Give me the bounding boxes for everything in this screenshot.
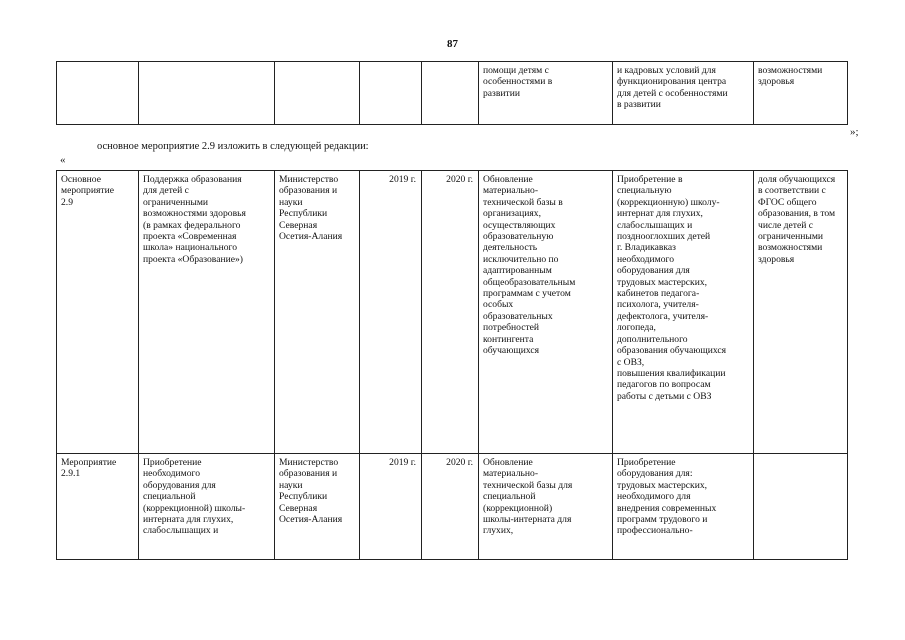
table-cell: Приобретение оборудования для: трудовых мастерских, необходимого для внедрения современных программ трудового и профессионально-	[613, 454, 754, 560]
table-cell	[139, 62, 275, 125]
table-cell: Мероприятие 2.9.1	[57, 454, 139, 560]
table-row	[57, 454, 848, 560]
table-row	[57, 171, 848, 454]
table-cell	[275, 62, 360, 125]
table-cell	[360, 62, 422, 125]
table-cell: 2020 г.	[422, 171, 479, 454]
table-cell: и кадровых условий для функционирования центра для детей с особенностями в развитии	[613, 62, 754, 125]
opening-quote-mark: «	[60, 154, 66, 166]
closing-quote-mark: »;	[850, 126, 859, 138]
table-cell: Приобретение необходимого оборудования для специальной (коррекционной) школы- интерната для глухих, слабослышащих и	[139, 454, 275, 560]
table-cell: помощи детям с особенностями в развитии	[479, 62, 613, 125]
table-row	[57, 62, 848, 125]
table-cell	[57, 62, 139, 125]
table-cell: Министерство образования и науки Республики Северная Осетия-Алания	[275, 454, 360, 560]
intro-text: основное мероприятие 2.9 изложить в следующей редакции:	[97, 141, 369, 152]
table-cell: Министерство образования и науки Республики Северная Осетия-Алания	[275, 171, 360, 454]
table-cell: Обновление материально- технической базы в организациях, осуществляющих образовательную деятельность исключительно по адаптированным общеобразовательным программам с учетом особых образовательных потребностей контингента обучающихся	[479, 171, 613, 454]
table-cell: Поддержка образования для детей с ограниченными возможностями здоровья (в рамках федерального проекта «Современная школа» национального проекта «Образование»)	[139, 171, 275, 454]
table-cell: Обновление материально- технической базы для специальной (коррекционной) школы-интерната для глухих,	[479, 454, 613, 560]
table-cell	[754, 454, 848, 560]
table-cell: 2019 г.	[360, 171, 422, 454]
main-table	[56, 170, 848, 560]
table-cell: 2019 г.	[360, 454, 422, 560]
table-cell: возможностями здоровья	[754, 62, 848, 125]
page-number: 87	[447, 38, 458, 50]
table-cell: Приобретение в специальную (коррекционную) школу- интернат для глухих, слабослышащих и позднооглохших детей г. Владикавказ необходимого оборудования для трудовых мастерских, кабинетов педагога- психолога, учителя- дефектолога, учителя- логопеда, дополнительного образования обучающихся с ОВЗ, повышения квалификации педагогов по вопросам работы с детьми с ОВЗ	[613, 171, 754, 454]
table-cell: Основное мероприятие 2.9	[57, 171, 139, 454]
top-table-fragment	[56, 61, 848, 125]
table-cell: доля обучающихся в соответствии с ФГОС общего образования, в том числе детей с ограниченными возможностями здоровья	[754, 171, 848, 454]
table-cell	[422, 62, 479, 125]
table-cell: 2020 г.	[422, 454, 479, 560]
